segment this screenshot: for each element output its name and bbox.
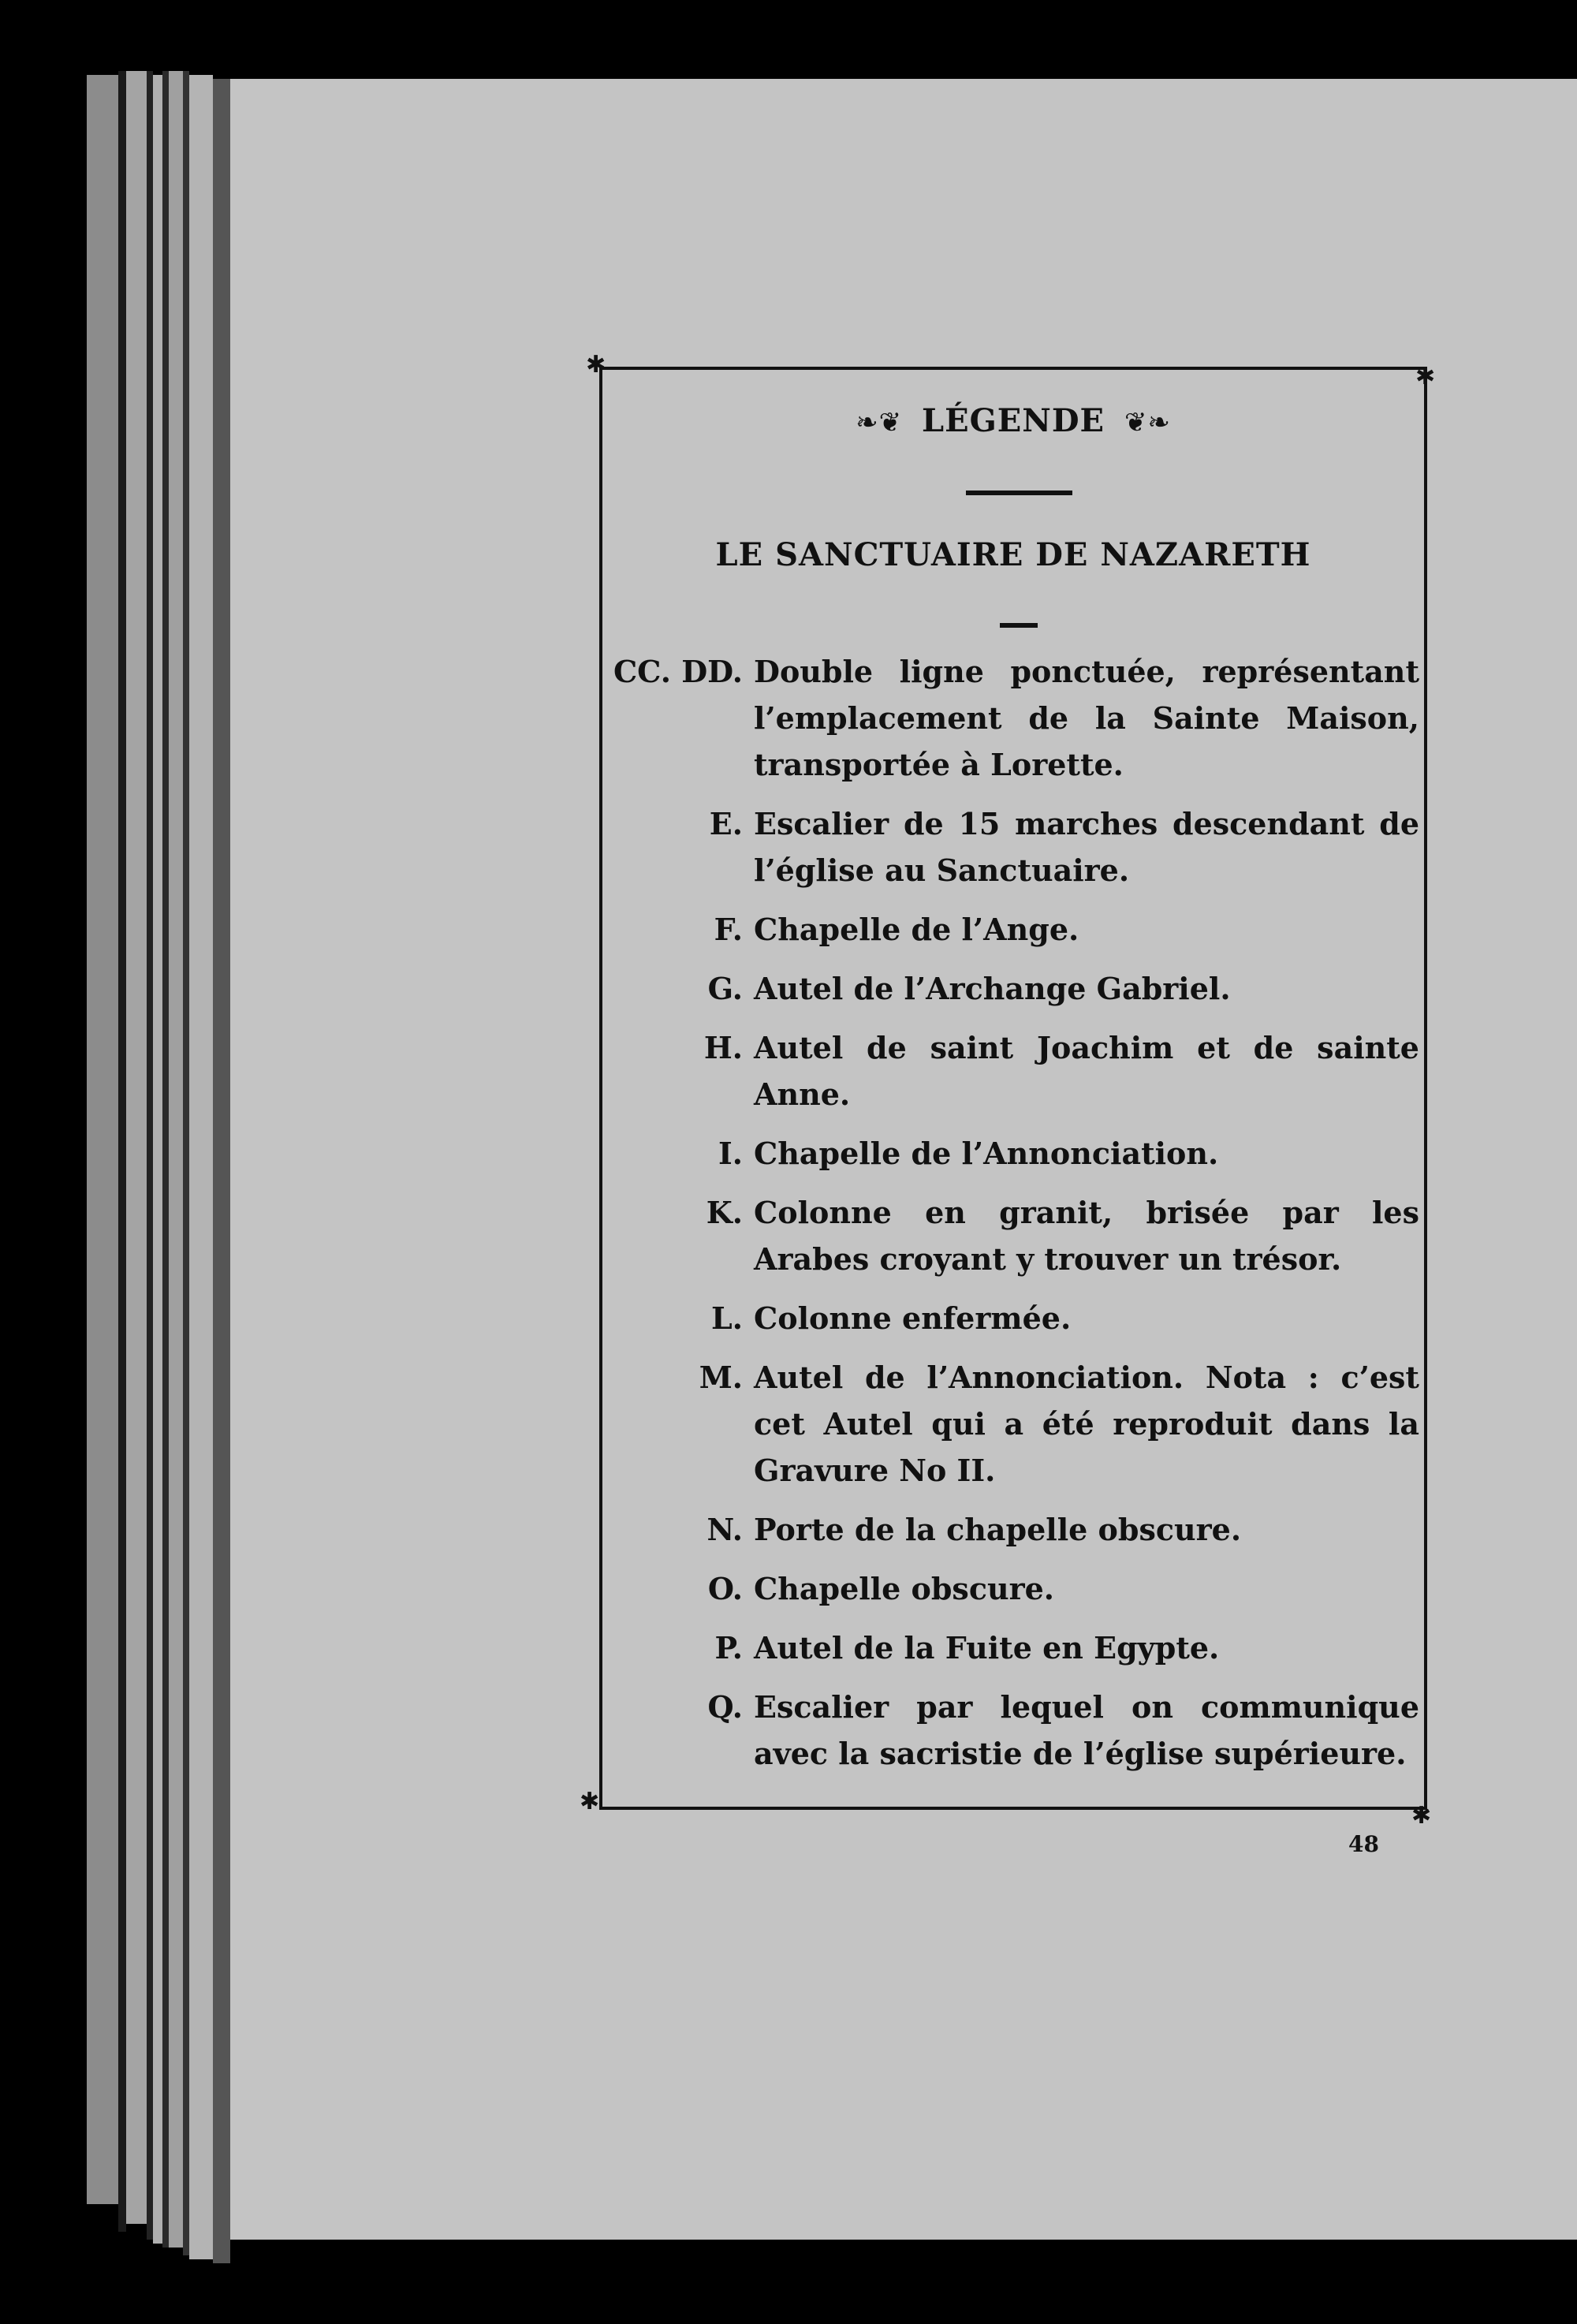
legend-description: Porte de la chapelle obscure.: [754, 1512, 1242, 1547]
page-edge: [126, 71, 147, 2224]
legend-entry: [607, 906, 1419, 953]
divider-rule: [966, 491, 1072, 495]
legend-title: LÉGENDE: [922, 402, 1105, 439]
legend-key: CC. DD.: [613, 654, 743, 689]
divider-rule-short: [1000, 623, 1038, 628]
legend-description: Colonne en granit, brisée par les Arabes croyant y trouver un trésor.: [754, 1195, 1419, 1277]
legend-entry: [607, 965, 1419, 1012]
legend-key: E.: [709, 806, 743, 841]
page-edge-shadow: [147, 71, 153, 2240]
legend-description: Autel de saint Joachim et de sainte Anne.: [754, 1030, 1419, 1112]
legend-key: O.: [707, 1571, 743, 1606]
legend-entry: [607, 1130, 1419, 1177]
legend-key: I.: [718, 1136, 743, 1171]
legend-heading: [599, 402, 1427, 439]
legend-description: Chapelle de l’Annonciation.: [754, 1136, 1219, 1171]
legend-description: Autel de la Fuite en Egypte.: [754, 1630, 1220, 1666]
page-number: 48: [1348, 1831, 1379, 1857]
legend-key: M.: [699, 1360, 743, 1395]
legend-entry: [607, 1354, 1419, 1494]
legend-description: Colonne enfermée.: [754, 1300, 1072, 1336]
legend-list: [607, 648, 1419, 1789]
legend-description: Autel de l’Archange Gabriel.: [754, 971, 1231, 1006]
legend-key: F.: [714, 912, 743, 947]
legend-key: L.: [711, 1300, 743, 1336]
legend-entry: [607, 1506, 1419, 1553]
page-edge-shadow: [118, 71, 126, 2232]
legend-key: P.: [714, 1630, 743, 1666]
page-edge-shadow: [183, 71, 189, 2255]
page-edge: [87, 75, 118, 2204]
legend-description: Escalier de 15 marches descendant de l’église au Sanctuaire.: [754, 806, 1419, 888]
legend-entry: [607, 1565, 1419, 1612]
legend-entry: [607, 800, 1419, 893]
corner-ornament-icon: ✱: [580, 1788, 600, 1815]
legend-key: N.: [706, 1512, 743, 1547]
section-title: LE SANCTUAIRE DE NAZARETH: [715, 536, 1311, 573]
legend-description: Chapelle de l’Ange.: [754, 912, 1079, 947]
legend-entry: [607, 1625, 1419, 1671]
legend-description: Autel de l’Annonciation. Nota : c’est cet Autel qui a été reproduit dans la Gravure No II.: [754, 1360, 1419, 1488]
page-edge: [153, 75, 162, 2244]
page-edge-shadow: [162, 71, 169, 2248]
legend-key: Q.: [707, 1689, 743, 1725]
legend-entry: [607, 1024, 1419, 1117]
ornament-left-icon: ❧❦: [856, 407, 903, 438]
legend-entry: [607, 1295, 1419, 1341]
legend-key: H.: [703, 1030, 743, 1065]
legend-description: Double ligne ponctuée, représentant l’emplacement de la Sainte Maison, transportée à Lorette.: [754, 654, 1419, 782]
page-edge: [169, 71, 183, 2248]
legend-description: Escalier par lequel on communique avec la sacristie de l’église supérieure.: [754, 1689, 1419, 1771]
legend-key: G.: [707, 971, 743, 1006]
legend-entry: [607, 648, 1419, 788]
corner-ornament-icon: ✱: [1415, 363, 1436, 390]
page-edge: [189, 75, 213, 2259]
legend-entry: [607, 1684, 1419, 1777]
legend-description: Chapelle obscure.: [754, 1571, 1055, 1606]
corner-ornament-icon: ✱: [586, 351, 606, 379]
legend-key: K.: [706, 1195, 743, 1230]
legend-entry: [607, 1189, 1419, 1282]
ornament-right-icon: ❦❧: [1124, 407, 1171, 438]
corner-ornament-icon: ✱: [1411, 1802, 1432, 1830]
page-edge-shadow: [213, 79, 230, 2263]
